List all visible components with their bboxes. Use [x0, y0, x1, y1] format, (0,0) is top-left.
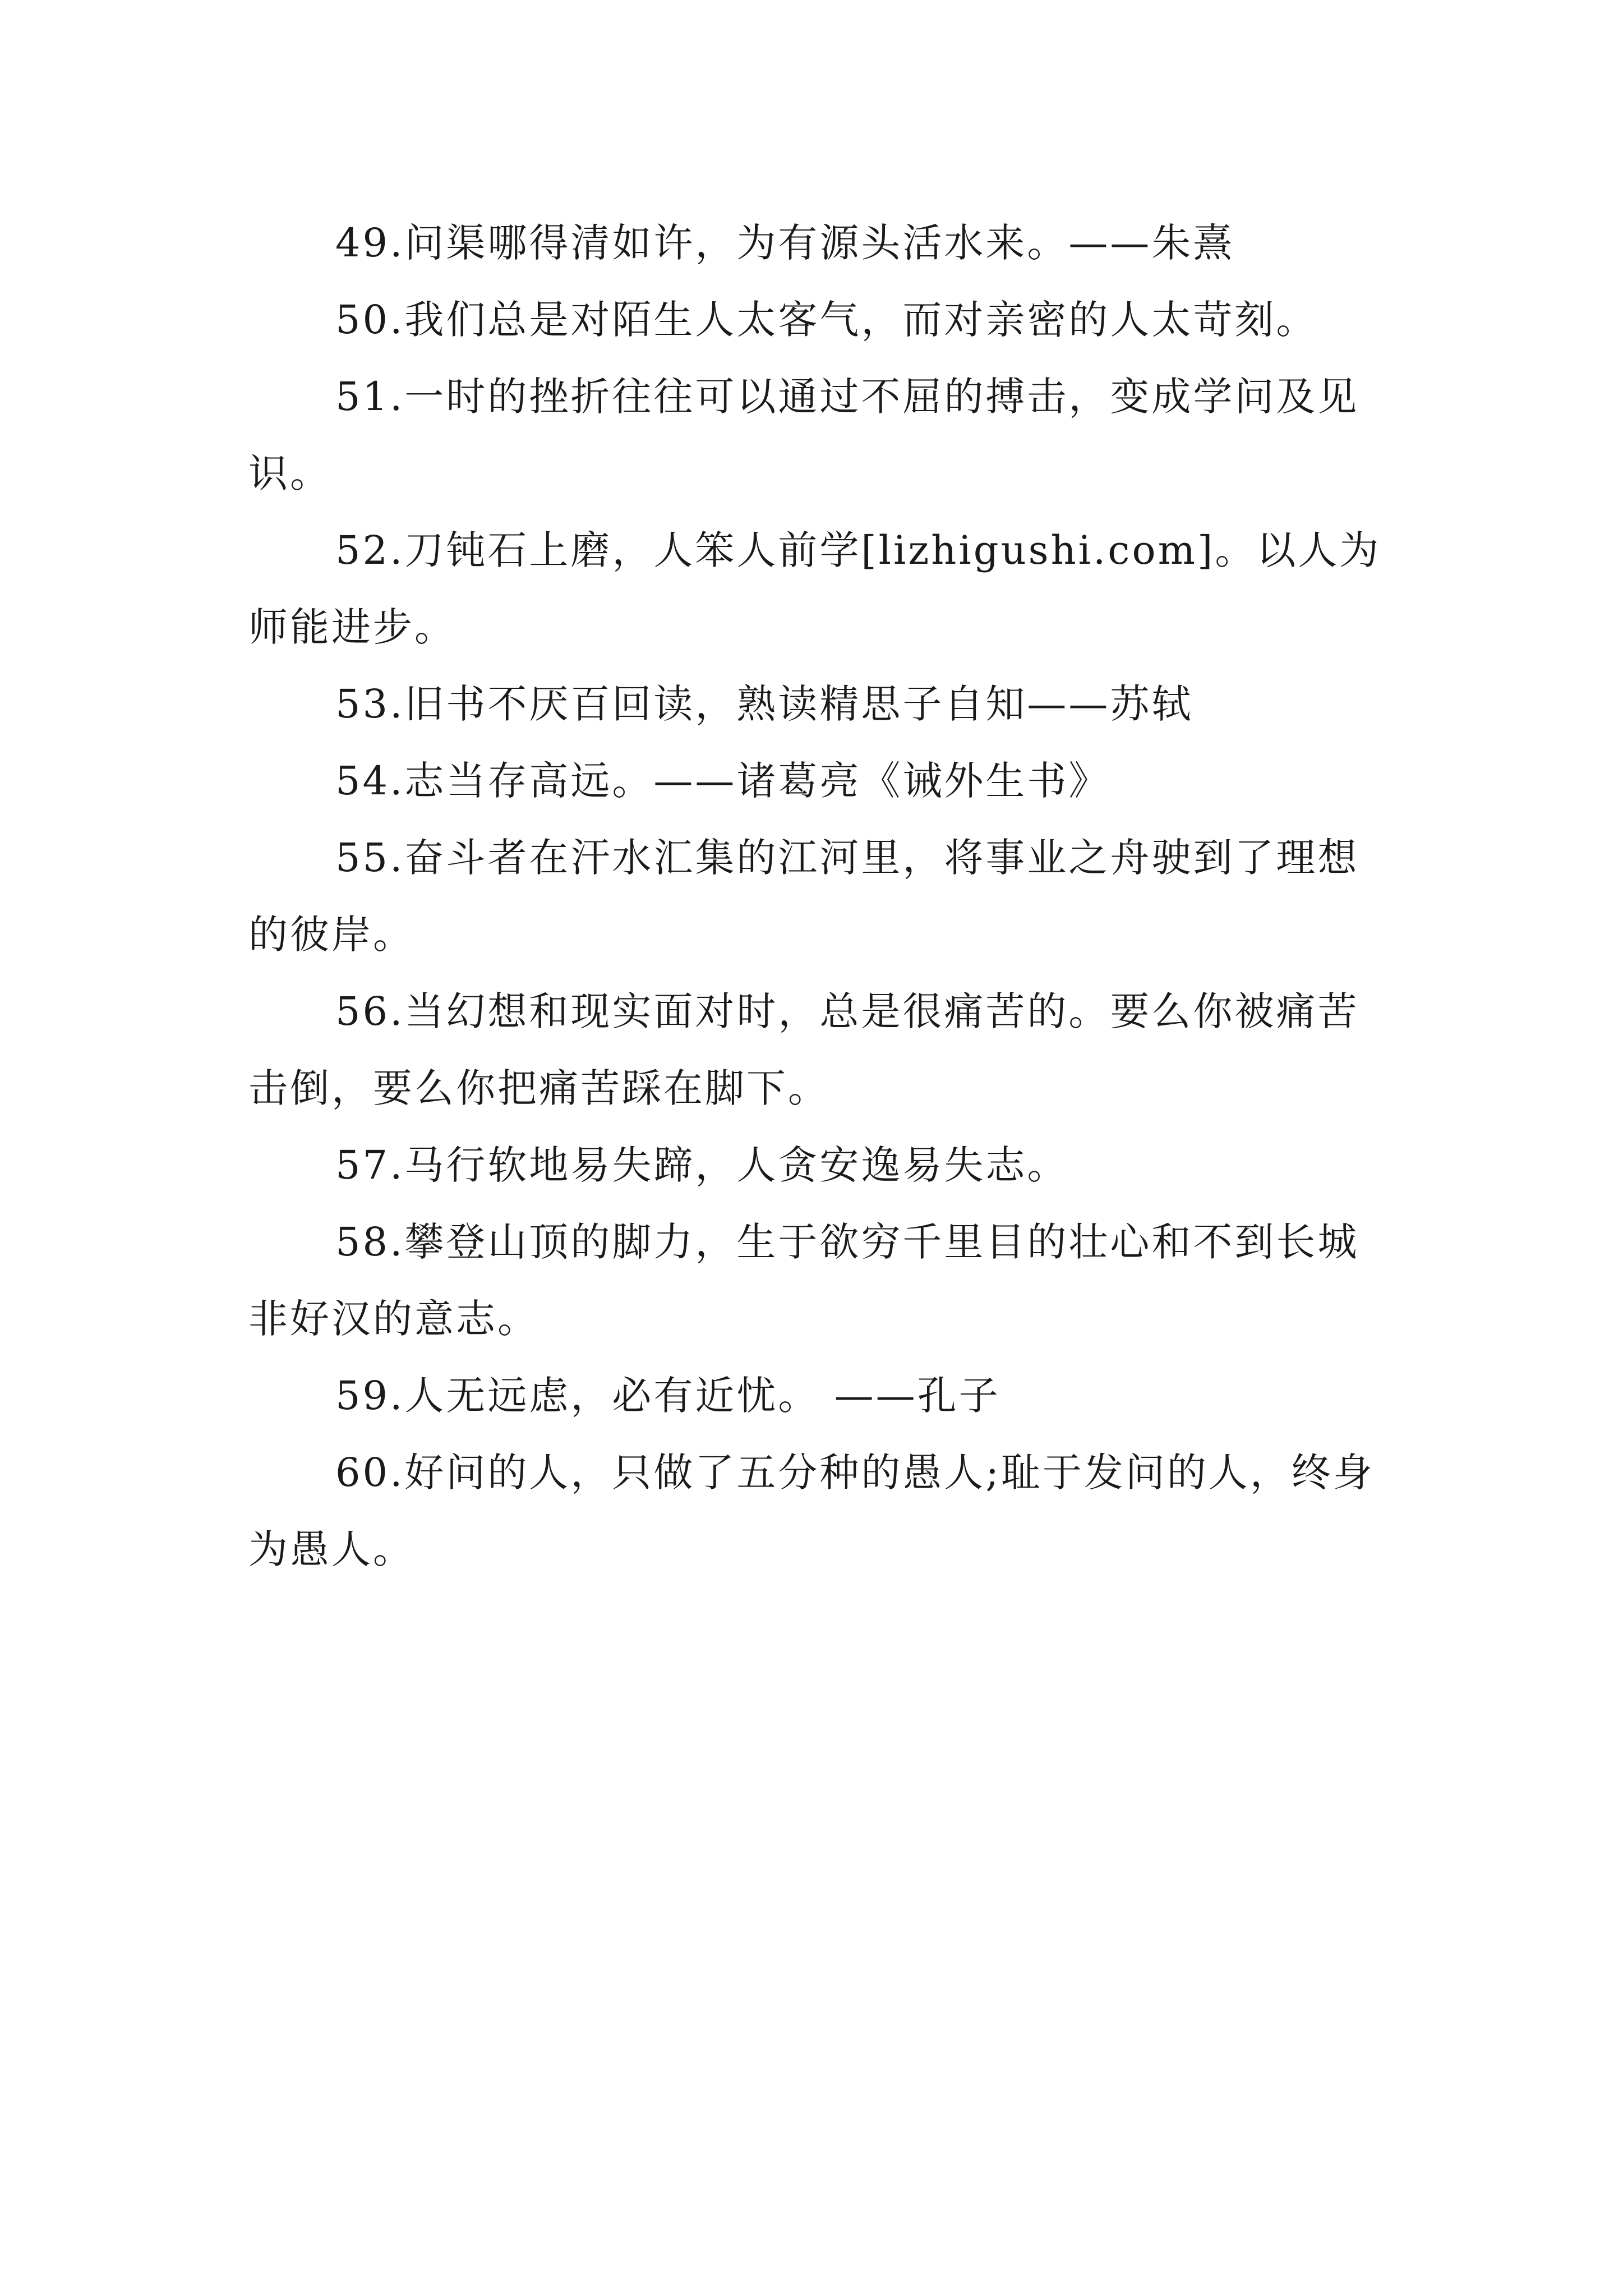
- quote-paragraph-52: 52.刀钝石上磨，人笨人前学[lizhigushi.com]。以人为师能进步。: [248, 527, 1381, 650]
- quote-paragraph-59: 59.人无远虑，必有近忧。 ——孔子: [335, 1373, 1000, 1419]
- quote-paragraph-60: 60.好问的人，只做了五分种的愚人;耻于发问的人，终身为愚人。: [248, 1450, 1375, 1572]
- quote-paragraph-57: 57.马行软地易失蹄，人贪安逸易失志。: [335, 1142, 1069, 1188]
- quote-paragraph-53: 53.旧书不厌百回读，熟读精思子自知——苏轼: [335, 681, 1193, 727]
- quote-paragraph-50: 50.我们总是对陌生人太客气，而对亲密的人太苛刻。: [335, 297, 1318, 343]
- document-body: [248, 205, 1387, 1588]
- quote-paragraph-54: 54.志当存高远。——诸葛亮《诫外生书》: [335, 758, 1110, 804]
- quote-paragraph-51: 51.一时的挫折往往可以通过不屈的搏击，变成学问及见识。: [248, 374, 1359, 496]
- quote-paragraph-56: 56.当幻想和现实面对时，总是很痛苦的。要么你被痛苦击倒，要么你把痛苦踩在脚下。: [248, 988, 1359, 1111]
- quote-paragraph-58: 58.攀登山顶的脚力，生于欲穷千里目的壮心和不到长城非好汉的意志。: [248, 1219, 1359, 1342]
- quote-paragraph-49: 49.问渠哪得清如许，为有源头活水来。——朱熹: [335, 220, 1235, 266]
- quote-paragraph-55: 55.奋斗者在汗水汇集的江河里，将事业之舟驶到了理想的彼岸。: [248, 835, 1359, 958]
